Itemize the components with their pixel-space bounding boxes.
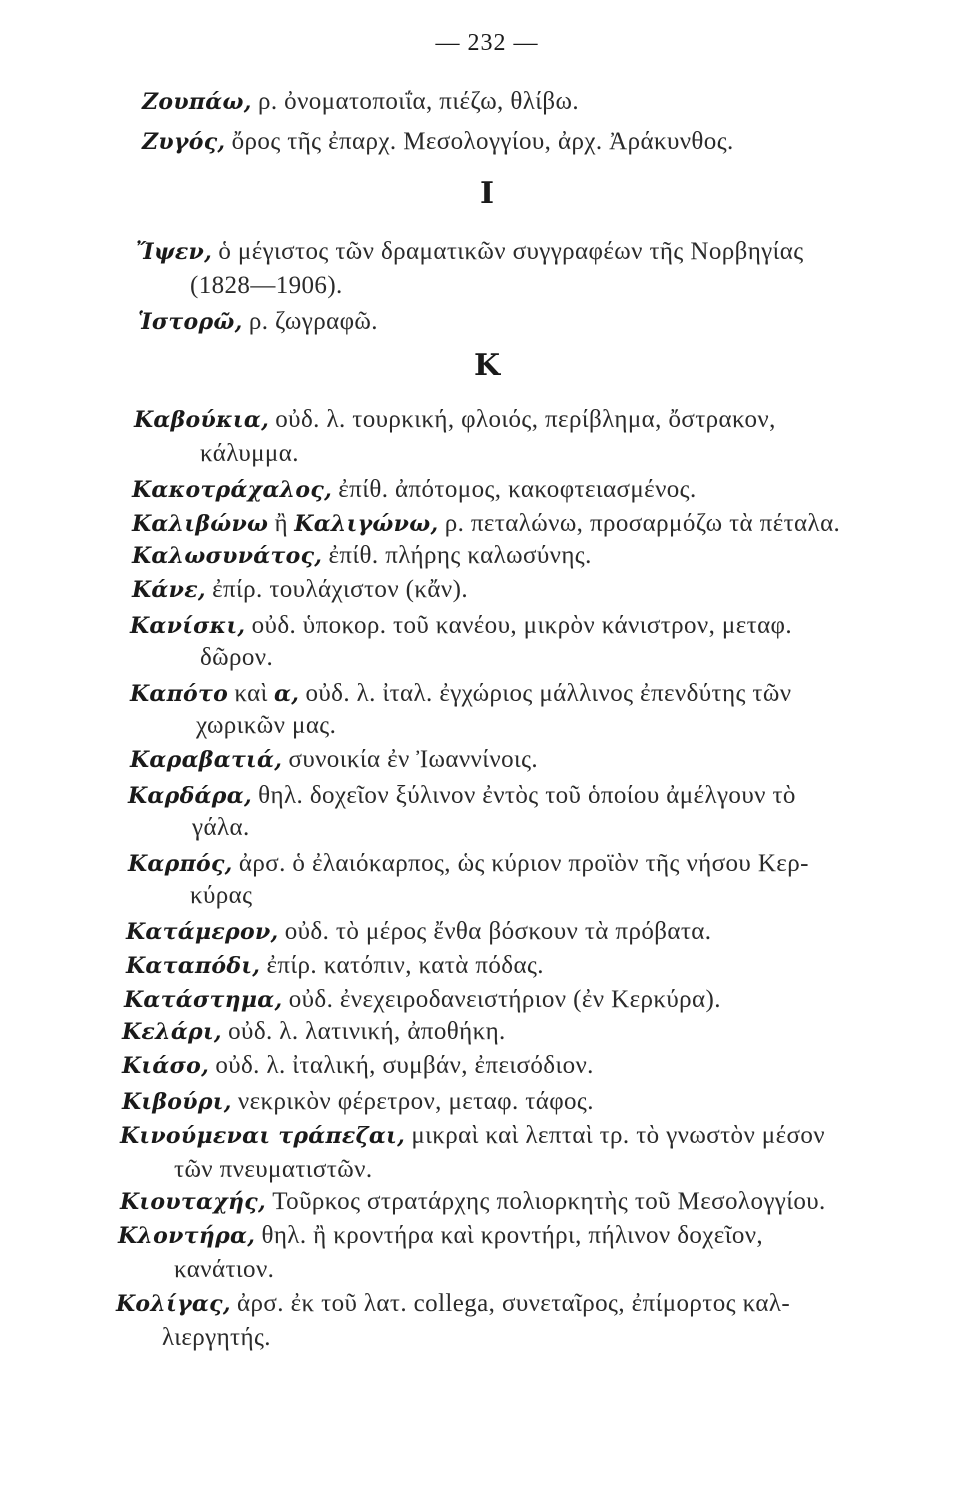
entry (122, 1050, 594, 1082)
entry-headword: Καλιβώνω (132, 511, 269, 537)
entry (132, 508, 840, 540)
entry-definition: ἢ (274, 510, 289, 537)
entry-definition: ὄρος τῆς ἐπαρχ. Μεσολογγίου, ἀρχ. Ἀράκυνθος. (231, 128, 734, 155)
entry-continuation: δῶρον. (200, 644, 274, 671)
entry-headword: Κελάρι, (122, 1019, 222, 1045)
entry-definition: θηλ. ἢ κροντήρα καὶ κροντήρι, πήλινον δοχεῖον, (261, 1222, 764, 1249)
entry-headword: Κολίγας, (116, 1291, 231, 1317)
entry-continuation: (1828—1906). (190, 272, 343, 299)
entry-definition-alt: ρ. πεταλώνω, προσαρμόζω τὰ πέταλα. (444, 510, 841, 537)
entry-definition: οὐδ. ὑποκορ. τοῦ κανέου, μικρὸν κάνιστρον, μεταφ. (251, 612, 793, 639)
entry (122, 1086, 594, 1118)
entry-definition: ρ. ζωγραφῶ. (248, 308, 378, 335)
entry-definition: οὐδ. λ. ἰταλική, συμβάν, ἐπεισόδιον. (215, 1052, 594, 1079)
entry-headword: Κλοντήρα, (118, 1223, 256, 1249)
entry-definition: οὐδ. λ. λατινική, ἀποθήκη. (228, 1018, 506, 1045)
entry-headword: Κακοτράχαλος, (132, 477, 333, 503)
entry-definition: ἀρσ. ἐκ τοῦ λατ. collega, συνεταῖρος, ἐπίμορτος καλ- (237, 1290, 791, 1317)
entry-headword-alt: Καλιγώνω, (294, 511, 439, 537)
page-number: — 232 — (435, 30, 539, 56)
entry-headword: Κατάμερον, (126, 919, 279, 945)
entry-headword: Καρδάρα, (128, 783, 252, 809)
entry (142, 126, 734, 158)
entry (136, 236, 804, 268)
entry-headword: Κιάσο, (122, 1053, 210, 1079)
entry-definition: Τοῦρκος στρατάρχης πολιορκητὴς τοῦ Μεσολογγίου. (272, 1188, 826, 1215)
entry-definition: ἐπίθ. πλήρης καλωσύνης. (328, 542, 592, 569)
entry-continuation: κανάτιον. (174, 1256, 275, 1283)
section-letter-iota: Ι (479, 176, 495, 211)
entry (118, 1220, 763, 1252)
entry-headword: Καπότο (130, 681, 229, 707)
entry-headword: Ἴψεν, (136, 239, 213, 265)
entry (130, 678, 791, 710)
entry (128, 848, 809, 880)
entry-definition: συνοικία ἐν Ἰωαννίνοις. (288, 746, 539, 773)
entry-definition: νεκρικὸν φέρετρον, μεταφ. τάφος. (237, 1088, 594, 1115)
entry-definition-alt: οὐδ. λ. ἰταλ. ἐγχώριος μάλλινος ἐπενδύτης τῶν (305, 680, 792, 707)
entry (126, 950, 544, 982)
entry-continuation: κύρας (190, 882, 253, 909)
entry (132, 540, 592, 572)
entry-headword: Κατάστημα, (124, 987, 283, 1013)
entry-definition: οὐδ. τὸ μέρος ἔνθα βόσκουν τὰ πρόβατα. (284, 918, 712, 945)
entry (132, 474, 697, 506)
entry-definition: μικραὶ καὶ λεπταὶ τρ. τὸ γνωστὸν μέσον (411, 1122, 825, 1149)
entry-headword: Ζυγός, (142, 129, 226, 155)
entry (128, 780, 796, 812)
entry-continuation: γάλα. (192, 814, 250, 841)
entry-continuation: λιεργητής. (162, 1324, 271, 1351)
entry-definition: ἐπίρ. τουλάχιστον (κἄν). (212, 576, 468, 603)
entry-headword: Κάνε, (132, 577, 206, 603)
entry (130, 744, 538, 776)
entry-continuation: κάλυμμα. (200, 440, 299, 467)
entry (116, 1288, 790, 1320)
entry-headword: Κιουταχής, (120, 1189, 266, 1215)
section-letter-kappa: Κ (473, 348, 501, 383)
entry (142, 86, 579, 118)
entry-headword: Κινούμεναι τράπεζαι, (120, 1123, 406, 1149)
entry-continuation: χωρικῶν μας. (196, 712, 337, 739)
entry (134, 404, 776, 436)
entry-headword: Καρπός, (128, 851, 233, 877)
entry-headword: Ἱστορῶ, (138, 309, 243, 335)
entry (120, 1186, 826, 1218)
entry (126, 916, 711, 948)
entry-headword: Ζουπάω, (142, 89, 252, 115)
entry-continuation: τῶν πνευματιστῶν. (174, 1156, 373, 1183)
entry-headword: Καβούκια, (134, 407, 270, 433)
entry-definition: οὐδ. ἐνεχειροδανειστήριον (ἐν Κερκύρα). (288, 986, 721, 1013)
entry-headword: Καλωσυνάτος, (132, 543, 323, 569)
entry (130, 610, 792, 642)
entry (138, 306, 378, 338)
entry-definition: ἐπίθ. ἀπότομος, κακοφτειασμένος. (338, 476, 697, 503)
entry-definition: θηλ. δοχεῖον ξύλινον ἐντὸς τοῦ ὁποίου ἀμέλγουν τὸ (258, 782, 796, 809)
entry-headword: Καταπόδι, (126, 953, 261, 979)
entry (120, 1120, 825, 1152)
entry (124, 984, 721, 1016)
entry-definition: ὁ μέγιστος τῶν δραματικῶν συγγραφέων τῆς Νορβηγίας (218, 238, 804, 265)
entry-definition: καὶ (234, 680, 268, 707)
entry-definition: οὐδ. λ. τουρκική, φλοιός, περίβλημα, ὄστρακον, (275, 406, 776, 433)
entry-definition: ἀρσ. ὁ ἐλαιόκαρπος, ὡς κύριον προϊὸν τῆς νήσου Κερ- (238, 850, 809, 877)
entry-headword: Κανίσκι, (130, 613, 246, 639)
entry-definition: ρ. ὀνοματοποιΐα, πιέζω, θλίβω. (258, 88, 579, 115)
entry-headword-alt: α, (274, 681, 300, 707)
entry-headword: Καραβατιά, (130, 747, 283, 773)
entry-headword: Κιβούρι, (122, 1089, 232, 1115)
entry (122, 1016, 506, 1048)
entry (132, 574, 468, 606)
entry-definition: ἐπίρ. κατόπιν, κατὰ πόδας. (266, 952, 544, 979)
